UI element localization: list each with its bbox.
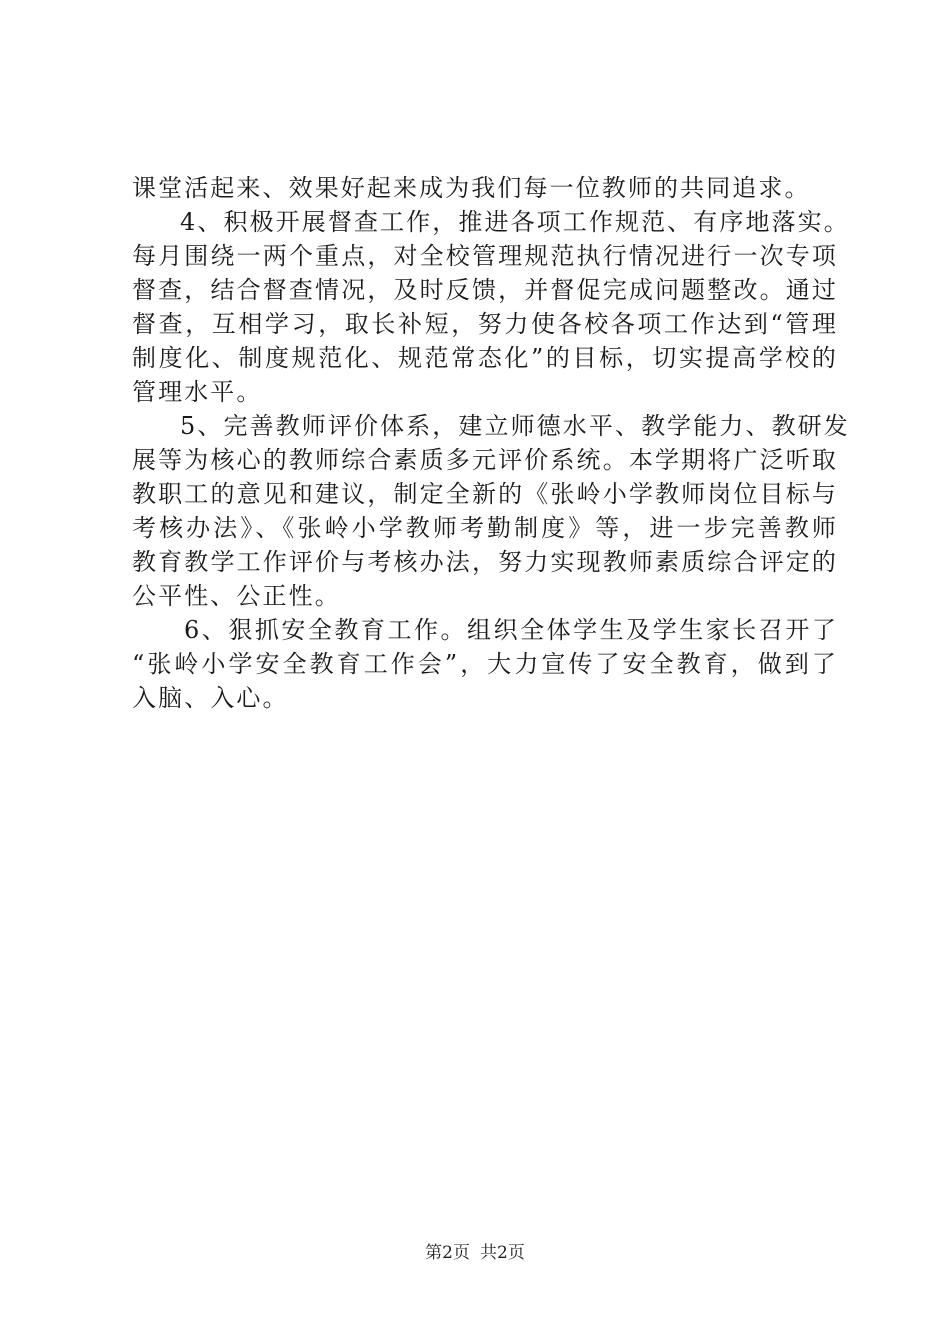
text-line: 课堂活起来、效果好起来成为我们每一位教师的共同追求。 [132,174,811,202]
text-line: 入脑、入心。 [132,684,289,712]
paragraph-item-6-first-line: 6、狠抓安全教育工作。组织全体学生及学生家长召开了 [184,616,838,644]
text-line: 每月围绕一两个重点，对全校管理规范执行情况进行一次专项 [132,242,838,270]
text-line: 督查，互相学习，取长补短，努力使各校各项工作达到“管理 [132,310,838,338]
page-number-total: 共2页 [480,1243,525,1263]
text-line: 考核办法》、《张岭小学教师考勤制度》等，进一步完善教师 [132,514,838,542]
page-number-current: 第2页 [425,1243,470,1263]
text-line: 展等为核心的教师综合素质多元评价系统。本学期将广泛听取 [132,446,838,474]
text-line: 督查，结合督查情况，及时反馈，并督促完成问题整改。通过 [132,276,838,304]
text-line: 教育教学工作评价与考核办法，努力实现教师素质综合评定的 [132,548,838,576]
text-line: 教职工的意见和建议，制定全新的《张岭小学教师岗位目标与 [132,480,838,508]
text-line: 制度化、制度规范化、规范常态化”的目标，切实提高学校的 [132,344,838,372]
text-line: 管理水平。 [132,378,263,406]
paragraph-item-4-first-line: 4、积极开展督查工作，推进各项工作规范、有序地落实。 [180,208,850,236]
page-footer [0,1242,950,1264]
text-line: “张岭小学安全教育工作会”，大力宣传了安全教育，做到了 [132,650,838,678]
text-line: 公平性、公正性。 [132,582,341,610]
document-body [132,171,850,715]
paragraph-item-5-first-line: 5、完善教师评价体系，建立师德水平、教学能力、教研发 [180,412,850,440]
